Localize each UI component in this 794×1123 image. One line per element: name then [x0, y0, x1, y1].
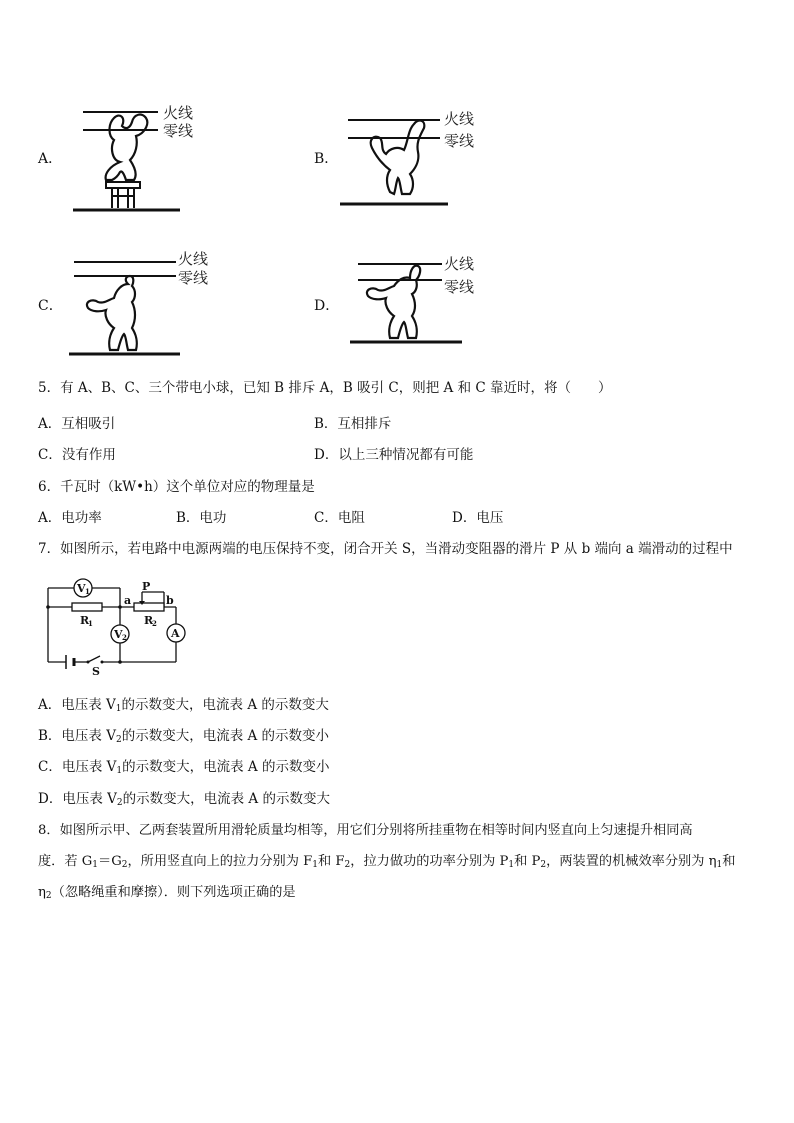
point-b-label: b — [166, 594, 174, 607]
q4-d-live-wire-label: 火线 — [444, 255, 475, 273]
q6-stem: 6．千瓦时（kW•h）这个单位对应的物理量是 — [38, 479, 315, 495]
q8-stem-line2: 度．若 $G_1=G_2$，所用竖直向上的拉力分别为 $F_1$和 $F_2$，拉力做功的功率分别为 $P_1$和 $P_2$，两装置的机械效率分别为 $\eta_1$和 — [38, 854, 736, 870]
q4-option-b-figure — [338, 106, 488, 208]
q7-circuit-diagram — [38, 574, 198, 684]
person-icon — [106, 115, 148, 180]
q7-option-b: B．电压表 $V_2$的示数变大，电流表 A 的示数变小 — [38, 728, 330, 745]
v1-label: V — [77, 582, 86, 595]
q4-c-neutral-wire-label: 零线 — [178, 269, 209, 287]
q4-a-live-wire-label: 火线 — [163, 104, 194, 122]
q4-option-c-label: C． — [38, 298, 63, 314]
resistor-r1-icon — [72, 603, 102, 611]
switch-s-label: S — [92, 665, 100, 678]
r2-label-sub: 2 — [152, 619, 157, 628]
q5-stem: 5．有 A、B、C、三个带电小球，已知 B 排斥 A，B 吸引 C，则把 A 和 C 靠近时，将（ ） — [38, 380, 612, 396]
q8-stem-line3: $\eta_2$（忽略绳重和摩擦）．则下列选项正确的是 — [38, 885, 296, 901]
q5-option-a: A．互相吸引 — [38, 416, 116, 432]
q4-c-live-wire-label: 火线 — [178, 250, 209, 268]
q7-stem: 7．如图所示，若电路中电源两端的电压保持不变，闭合开关 S，当滑动变阻器的滑片 P 从 b 端向 a 端滑动的过程中 — [38, 541, 733, 557]
q4-d-neutral-wire-label: 零线 — [444, 278, 475, 296]
q7-option-a: A．电压表 $V_1$的示数变大，电流表 A 的示数变大 — [38, 697, 329, 714]
q6-option-a: A．电功率 — [38, 510, 102, 526]
q4-b-neutral-wire-label: 零线 — [444, 132, 475, 150]
q4-option-a-label: A． — [38, 151, 63, 167]
stool-icon — [106, 182, 140, 208]
rheostat-r2-icon — [134, 603, 164, 611]
point-a-label: a — [124, 594, 132, 607]
q6-option-c: C．电阻 — [314, 510, 365, 526]
q5-option-d: D．以上三种情况都有可能 — [314, 447, 474, 463]
q7-option-c: C．电压表 $V_1$的示数变大，电流表 A 的示数变小 — [38, 759, 330, 776]
q5-option-c: C．没有作用 — [38, 447, 116, 463]
person-icon — [87, 276, 137, 350]
q6-option-b: B．电功 — [176, 510, 227, 526]
q7-option-d: D．电压表 $V_2$的示数变大，电流表 A 的示数变大 — [38, 791, 330, 808]
q5-option-b: B．互相排斥 — [314, 416, 392, 432]
v1-label-sub: 1 — [85, 587, 90, 596]
q6-option-d: D．电压 — [452, 510, 504, 526]
v2-label: V — [114, 628, 123, 641]
q4-b-live-wire-label: 火线 — [444, 110, 475, 128]
ammeter-label: A — [171, 627, 180, 640]
q4-option-d-label: D． — [314, 298, 340, 314]
r1-label-sub: 1 — [88, 619, 93, 628]
q4-option-b-label: B． — [314, 151, 339, 167]
r1-label: R — [80, 614, 90, 627]
person-icon — [367, 266, 420, 338]
q8-stem-line1: 8．如图所示甲、乙两套装置所用滑轮质量均相等，用它们分别将所挂重物在相等时间内竖直向上匀速提升相同高 — [38, 823, 693, 838]
person-icon — [371, 121, 425, 194]
v2-label-sub: 2 — [122, 633, 127, 642]
q4-option-a-figure — [68, 100, 208, 215]
q4-a-neutral-wire-label: 零线 — [163, 122, 194, 140]
q4-option-d-figure — [344, 252, 494, 348]
battery-icon — [66, 655, 74, 669]
r2-label: R — [144, 614, 154, 627]
q4-option-c-figure — [64, 250, 214, 360]
switch-icon — [87, 661, 90, 664]
slider-p-label: P — [142, 580, 151, 593]
